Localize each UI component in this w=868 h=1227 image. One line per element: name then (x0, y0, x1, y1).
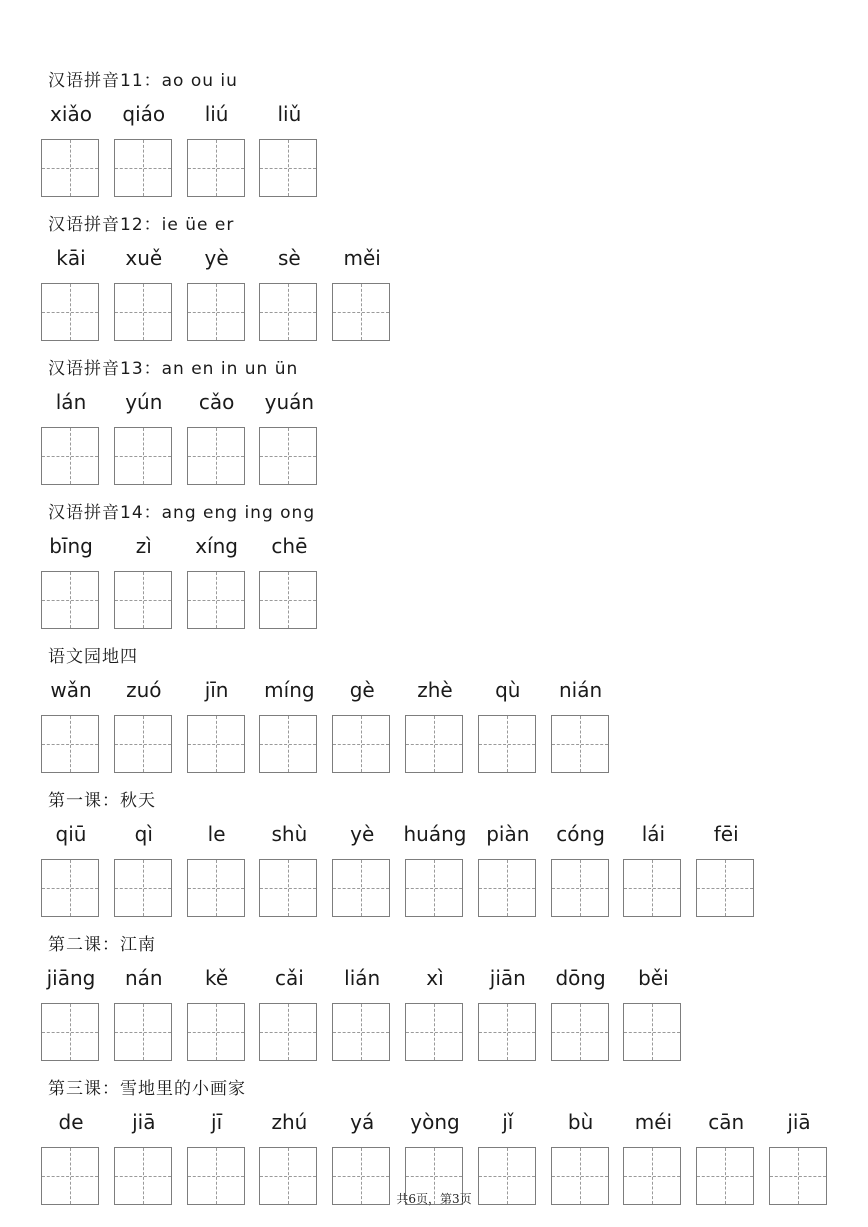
page-footer: 共6页，第3页 (396, 1192, 472, 1206)
pinyin-label: měi (343, 246, 381, 270)
pinyin-label: zhè (417, 678, 453, 702)
pinyin-label: cǎi (274, 966, 304, 990)
pinyin-label: qiáo (122, 102, 166, 126)
pinyin-label: chē (271, 534, 308, 558)
pinyin-label: zuó (126, 678, 162, 702)
pinyin-label: yuán (264, 390, 315, 414)
pinyin-label: zì (135, 534, 152, 558)
pinyin-label: cóng (556, 822, 605, 846)
lesson-section (0, 448, 868, 592)
pinyin-label: yè (204, 246, 229, 270)
pinyin-label: jǐ (502, 1110, 514, 1134)
pinyin-label: huáng (403, 822, 467, 846)
pinyin-label: qiū (55, 822, 87, 846)
pinyin-label: jiā (787, 1110, 811, 1134)
section-title: 汉语拼音11：ao ou iu (48, 71, 238, 91)
pinyin-label: míng (264, 678, 315, 702)
pinyin-label: qù (495, 678, 521, 702)
lesson-section (0, 880, 868, 1024)
pinyin-label: kāi (56, 246, 86, 270)
pinyin-label: lái (641, 822, 666, 846)
pinyin-label: bù (567, 1110, 594, 1134)
pinyin-label: yòng (410, 1110, 460, 1134)
lesson-section (0, 16, 868, 160)
pinyin-label: fēi (713, 822, 739, 846)
pinyin-label: liǔ (277, 102, 302, 126)
pinyin-label: zhú (271, 1110, 308, 1134)
lesson-section (0, 1024, 868, 1168)
section-title: 第三课：雪地里的小画家 (48, 1079, 246, 1099)
pinyin-label: xuě (125, 246, 163, 270)
section-title: 第二课：江南 (48, 935, 156, 955)
pinyin-label: le (207, 822, 226, 846)
pinyin-label: dōng (555, 966, 606, 990)
pinyin-label: de (58, 1110, 84, 1134)
pinyin-label: yè (350, 822, 375, 846)
section-title: 汉语拼音14：ang eng ing ong (48, 503, 316, 523)
pinyin-label: wǎn (50, 678, 92, 702)
pinyin-label: jiā (132, 1110, 156, 1134)
pinyin-label: jiān (489, 966, 526, 990)
pinyin-label: xiǎo (50, 102, 92, 126)
pinyin-label: liú (204, 102, 229, 126)
section-title: 汉语拼音12：ie üe er (48, 215, 235, 235)
section-title: 汉语拼音13：an en in un ün (48, 359, 299, 379)
pinyin-label: gè (349, 678, 375, 702)
pinyin-label: lián (344, 966, 381, 990)
pinyin-label: běi (638, 966, 669, 990)
lesson-section (0, 304, 868, 448)
lesson-section (0, 736, 868, 880)
pinyin-label: yá (350, 1110, 375, 1134)
lesson-section (0, 592, 868, 736)
pinyin-label: bīng (49, 534, 93, 558)
pinyin-label: sè (278, 246, 301, 270)
pinyin-label: jī (211, 1110, 223, 1134)
pinyin-label: nián (559, 678, 603, 702)
pinyin-label: cān (708, 1110, 745, 1134)
pinyin-label: nán (124, 966, 163, 990)
pinyin-label: xì (426, 966, 444, 990)
lesson-section (0, 160, 868, 304)
pinyin-label: lán (55, 390, 87, 414)
pinyin-label: xíng (195, 534, 238, 558)
pinyin-label: kě (205, 966, 229, 990)
pinyin-label: yún (125, 390, 163, 414)
pinyin-label: méi (634, 1110, 673, 1134)
pinyin-label: jīn (204, 678, 229, 702)
pinyin-label: piàn (486, 822, 530, 846)
pinyin-label: shù (271, 822, 308, 846)
section-title: 第一课：秋天 (48, 791, 156, 811)
pinyin-label: cǎo (198, 390, 235, 414)
pinyin-label: qì (134, 822, 153, 846)
section-title: 语文园地四 (48, 647, 138, 667)
pinyin-label: jiāng (46, 966, 96, 990)
